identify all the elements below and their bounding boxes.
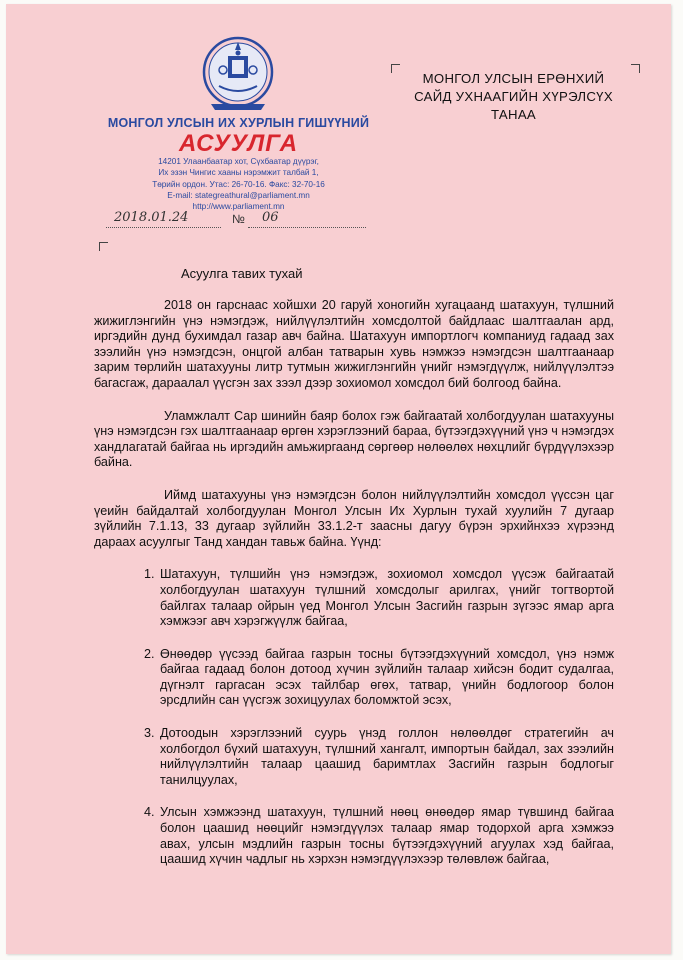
addressee-line: САЙД УХНААГИЙН ХҮРЭЛСҮХ	[414, 89, 613, 104]
question-text: Шатахуун, түлшийн үнэ нэмэгдэж, зохиомол хомсдол үүсэж байгаатай холбогдуулан шатахуун түлшний хомсдолыг арилгах, үнийг тогтвортой байлгах талаар ойрын үед Монгол Улсын Засгийн газрын зүгээс ямар арга хэмжээг авч хэрэгжүүлж байгаа,	[160, 567, 614, 629]
addressee-line: ТАНАА	[490, 107, 537, 122]
question-list	[94, 567, 614, 868]
letter-body	[94, 298, 614, 885]
body-paragraph: Иймд шатахууны үнэ нэмэгдсэн болон нийлүүлэлтийн хомсдол үүссэн цаг үеийн байдалтай холбогдуулан Монгол Улсын Их Хурлын тухай хуулийн 7 дугаар зүйлийн 7.1.13, 33 дугаар зүйлийн 33.1.2-т заасны дагуу бүрэн эрхийнхээ хүрээнд дараах асуулгыг Танд хандан тавьж байна. Үүнд:	[94, 487, 614, 549]
website-line: http://www.parliament.mn	[192, 202, 285, 212]
subject-line: Асуулга тавих тухай	[181, 266, 303, 281]
body-paragraph: 2018 он гарснаас хойшхи 20 гаруй хоногийн хугацаанд шатахуун, түлшний жижиглэнгийн үнэ нэмэгдэж, нийлүүлэлтийн хомсдолтой байдлаас шалтгаалан ард, иргэдийн дунд бухимдал газар авч байна. Шатахуун импортлогч компаниуд гадаад зах зээлийн үнэ нэмэгдсэн, онцгой албан татварын хувь нэмжээ нэмэгдсэн шалтгаанаар зарим төрлийн шатахууны литр тутмын жижиглэнгийн үнийг нэмэгдүүлж, нийлүүлэлтээ багасгаж, дараалал үүсгэн зах зээл дээр зохиомол хомсдол бий болгоод байна.	[94, 298, 614, 390]
document-number: 06	[262, 210, 279, 225]
question-item	[94, 805, 614, 867]
question-number: 1.	[144, 567, 155, 582]
document-date: 2018.01.24	[114, 210, 189, 225]
parliament-name: МОНГОЛ УЛСЫН ИХ ХУРЛЫН ГИШҮҮНИЙ	[107, 116, 370, 130]
question-item	[94, 567, 614, 629]
corner-mark	[631, 64, 640, 73]
date-underline	[106, 227, 221, 228]
document-page	[6, 4, 671, 954]
document-kind: АСУУЛГА	[178, 130, 299, 157]
question-text: Дотоодын хэрэглээний суурь үнэд голлон нөлөөлдөг стратегийн ач холбогдол бүхий шатахуун, түлшний хангалт, импортын байдал, зах зээлийн нийлүүлэлтийн талаар цаашид баримтлах Засгийн газрын бодлогыг танилцуулах,	[160, 726, 614, 787]
question-number: 3.	[144, 726, 155, 741]
number-underline	[248, 227, 366, 228]
body-paragraph: Уламжлалт Сар шинийн баяр болох гэж байгаатай холбогдуулан шатахууны үнэ нэмэгдсэн гэх шалтгаанаар өргөн хэрэглээний бараа, бүтээгдэхүүний үнэ ч нэмэгдэх хандлагатай байгаа нь иргэдийн амьжиргаанд сөргөөр нөлөөлөх нөхцлийг бүрдүүлэхээр байна.	[94, 408, 614, 470]
sender-address	[116, 156, 361, 212]
date-number-line	[106, 210, 368, 230]
number-label: №	[232, 212, 245, 226]
question-number: 2.	[144, 646, 155, 661]
question-item	[94, 647, 614, 709]
addressee-block	[401, 70, 626, 124]
question-text: Өнөөдөр үүсээд байгаа газрын тосны бүтээгдэхүүний хомсдол, үнэ нэмж байгаа гадаад болон дотоод хүчин зүйлийн талаар хийсэн бодит судалгаа, дүгнэлт гаргасан эсэх тайлбар өгөх, татвар, үнийн бодлогоор болон эрсдлийн сан үүсгэж зохицуулах боломжтой эсэх,	[160, 646, 614, 708]
address-line: Их эзэн Чингис хааны нэрэмжит талбай 1,	[158, 168, 319, 178]
address-line: 14201 Улаанбаатар хот, Сүхбаатар дүүрэг,	[158, 157, 319, 166]
corner-mark	[391, 64, 400, 73]
question-number: 4.	[144, 805, 155, 820]
address-line: Төрийн ордон. Утас: 26-70-16. Факс: 32-70-16	[152, 179, 325, 189]
addressee-line: МОНГОЛ УЛСЫН ЕРӨНХИЙ	[422, 71, 605, 86]
corner-mark	[99, 242, 108, 251]
state-emblem-icon	[201, 34, 275, 112]
email-line: E-mail: stategreathural@parliament.mn	[167, 190, 310, 200]
question-item	[94, 726, 614, 788]
question-text: Улсын хэмжээнд шатахуун, түлшний нөөц өнөөдөр ямар түвшинд байгаа болон цаашид нөөцийг нэмэгдүүлэх талаар ямар тодорхой арга хэмжээ авах, улсын мэдлийн газрын тосны бүтээгдэхүүний агуулах хэд байгаа, цаашид хүчин чадлыг нь хэрхэн нэмэгдүүлэхээр төлөвлөж байгаа,	[160, 805, 614, 867]
